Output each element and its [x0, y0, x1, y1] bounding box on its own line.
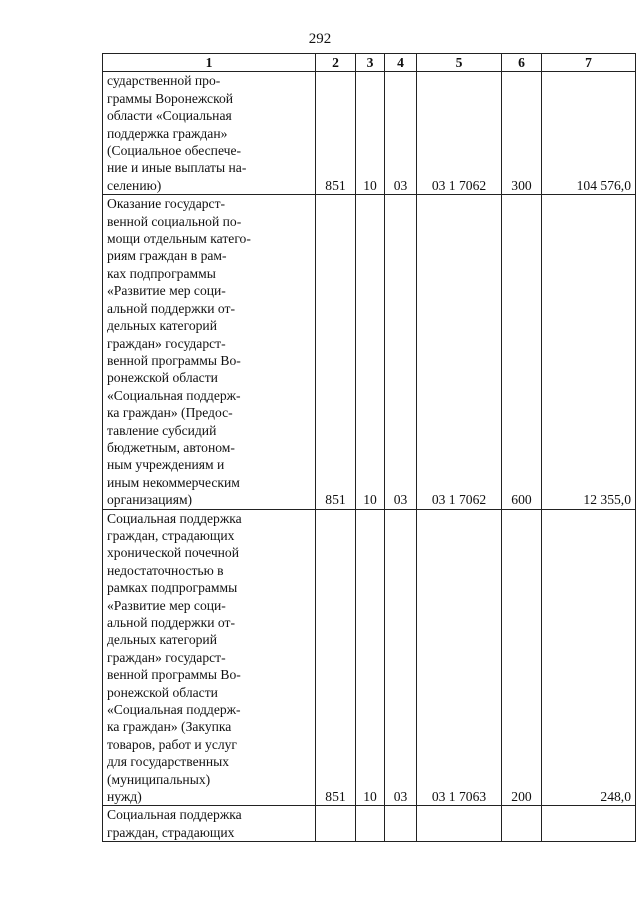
cell-col-7: 12 355,0: [542, 195, 636, 509]
cell-col-2: 851: [316, 72, 356, 195]
cell-col-2: 851: [316, 195, 356, 509]
col-header-2: 2: [316, 54, 356, 72]
col-header-7: 7: [542, 54, 636, 72]
col-header-4: 4: [385, 54, 417, 72]
cell-col-6: 200: [502, 509, 542, 806]
col-header-1: 1: [103, 54, 316, 72]
cell-col-5: 03 1 7062: [417, 72, 502, 195]
cell-col-4: 03: [385, 509, 417, 806]
row-description: сударственной про- граммы Воронежской области «Социальная поддержка граждан» (Социальное обеспече- ние и иные выплаты на- селению): [103, 72, 316, 195]
col-header-3: 3: [356, 54, 385, 72]
page-number: 292: [308, 31, 332, 47]
cell-col-7: [542, 806, 636, 842]
row-description: Социальная поддержка граждан, страдающих: [103, 806, 316, 842]
cell-col-6: 600: [502, 195, 542, 509]
cell-col-2: 851: [316, 509, 356, 806]
col-header-6: 6: [502, 54, 542, 72]
row-description: Социальная поддержка граждан, страдающих хронической почечной недостаточностью в рамках подпрограммы «Развитие мер соци- альной поддержки от- дельных категорий граждан» государст- венной программы Во- ронежской области «Социальная поддерж- ка граждан» (Закупка товаров, работ и услуг для государственных (муниципальных) нужд): [103, 509, 316, 806]
cell-col-4: 03: [385, 195, 417, 509]
cell-col-3: 10: [356, 195, 385, 509]
cell-col-7: 248,0: [542, 509, 636, 806]
cell-col-2: [316, 806, 356, 842]
table-row: [103, 195, 636, 509]
cell-col-5: [417, 806, 502, 842]
table-row: [103, 72, 636, 195]
cell-col-3: [356, 806, 385, 842]
cell-col-6: 300: [502, 72, 542, 195]
table-row: [103, 806, 636, 842]
cell-col-3: 10: [356, 72, 385, 195]
col-header-5: 5: [417, 54, 502, 72]
table-row: [103, 509, 636, 806]
cell-col-6: [502, 806, 542, 842]
cell-col-7: 104 576,0: [542, 72, 636, 195]
budget-table: [102, 53, 636, 842]
row-description: Оказание государст- венной социальной по- мощи отдельным катего- риям граждан в рам- ках подпрограммы «Развитие мер соци- альной поддержки от- дельных категорий граждан» государст- венной программы Во- ронежской области «Социальная поддерж- ка граждан» (Предос- тавление субсидий бюджетным, автоном- ным учреждениям и иным некоммерческим организациям): [103, 195, 316, 509]
cell-col-4: 03: [385, 72, 417, 195]
header-row: [103, 54, 636, 72]
cell-col-5: 03 1 7063: [417, 509, 502, 806]
cell-col-5: 03 1 7062: [417, 195, 502, 509]
cell-col-4: [385, 806, 417, 842]
cell-col-3: 10: [356, 509, 385, 806]
